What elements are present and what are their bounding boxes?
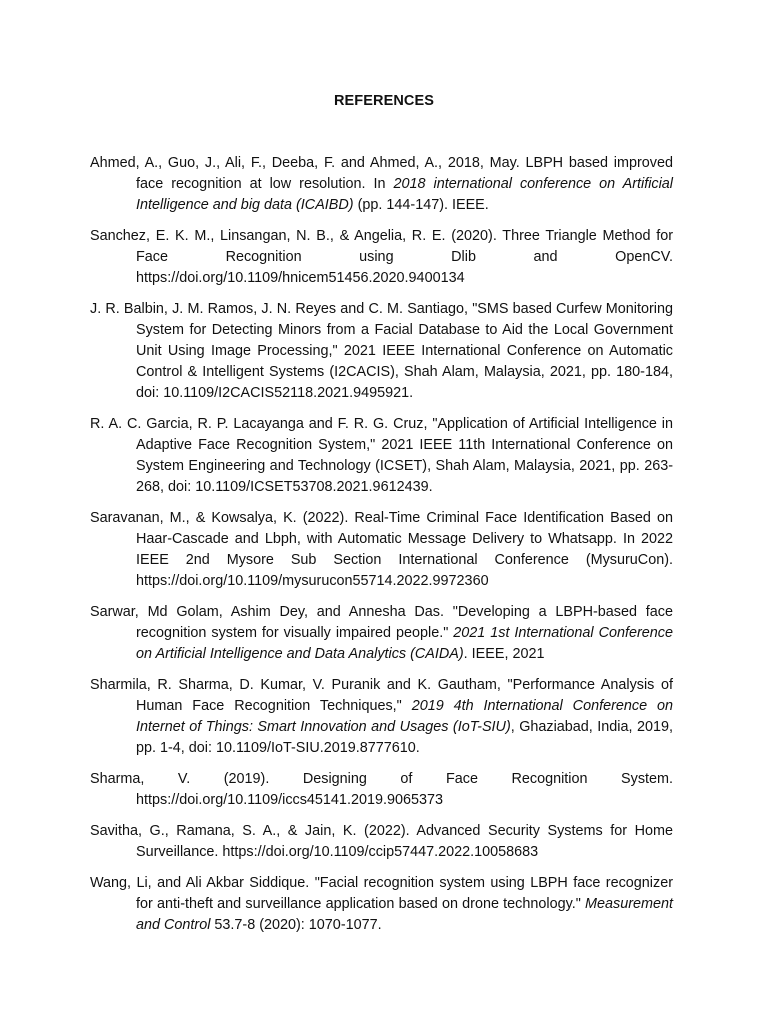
reference-text: J. R. Balbin, J. M. Ramos, J. N. Reyes and C. M. Santiago, "SMS based Curfew Monitoring System for Detecting Minors from a Facial Database to Aid the Local Government Unit Using Image Processing," 2021 IEEE International Conference on Automatic Control & Intelligent Systems (I2CACIS), Shah Alam, Malaysia, 2021, pp. 180-184, doi: 10.1109/I2CACIS52118.2021.9495921. bbox=[90, 301, 673, 401]
reference-text: Wang, Li, and Ali Akbar Siddique. "Facial recognition system using LBPH face recognizer for anti-theft and surveillance application based on drone technology." bbox=[90, 875, 673, 912]
reference-text: R. A. C. Garcia, R. P. Lacayanga and F. R. G. Cruz, "Application of Artificial Intelligence in Adaptive Face Recognition System," 2021 IEEE 11th International Conference on System Engineering and Technology (ICSET), Shah Alam, Malaysia, 2021, pp. 263-268, doi: 10.1109/ICSET53708.2021.9612439. bbox=[90, 416, 673, 495]
reference-text: Ahmed, A., Guo, J., Ali, F., Deeba, F. and Ahmed, A., 2018, May. LBPH based improved face recognition at low resolution. In bbox=[90, 155, 673, 192]
reference-text: Sharma, V. (2019). Designing of Face Recognition System. https://doi.org/10.1109/iccs45141.2019.9065373 bbox=[90, 771, 673, 808]
page-title: REFERENCES bbox=[333, 93, 435, 109]
reference-item bbox=[90, 602, 673, 665]
reference-venue: Measurement and Control bbox=[136, 896, 673, 933]
reference-item bbox=[90, 675, 673, 759]
reference-item bbox=[90, 821, 673, 863]
reference-list bbox=[90, 153, 673, 946]
reference-item bbox=[90, 508, 673, 592]
reference-text-tail: (pp. 144-147). IEEE. bbox=[353, 197, 489, 213]
reference-venue: 2018 international conference on Artificial Intelligence and big data (ICAIBD) bbox=[136, 176, 673, 213]
reference-item bbox=[90, 414, 673, 498]
reference-item bbox=[90, 769, 673, 811]
reference-item bbox=[90, 153, 673, 216]
reference-text-tail: 53.7-8 (2020): 1070-1077. bbox=[210, 917, 382, 933]
reference-item bbox=[90, 873, 673, 936]
reference-text: Sarwar, Md Golam, Ashim Dey, and Annesha Das. "Developing a LBPH-based face recognition system for visually impaired people." bbox=[90, 604, 673, 641]
reference-text: Savitha, G., Ramana, S. A., & Jain, K. (2022). Advanced Security Systems for Home Surveillance. https://doi.org/10.1109/ccip57447.2022.10058683 bbox=[90, 823, 673, 860]
reference-item bbox=[90, 226, 673, 289]
reference-text: Sharmila, R. Sharma, D. Kumar, V. Puranik and K. Gautham, "Performance Analysis of Human Face Recognition Techniques," bbox=[90, 677, 673, 714]
reference-text-tail: , Ghaziabad, India, 2019, pp. 1-4, doi: 10.1109/IoT-SIU.2019.8777610. bbox=[136, 719, 673, 756]
reference-text: Sanchez, E. K. M., Linsangan, N. B., & Angelia, R. E. (2020). Three Triangle Method for Face Recognition using Dlib and OpenCV. https://doi.org/10.1109/hnicem51456.2020.9400134 bbox=[90, 228, 673, 286]
reference-venue: 2019 4th International Conference on Internet of Things: Smart Innovation and Usages (IoT-SIU) bbox=[136, 698, 673, 735]
reference-venue: 2021 1st International Conference on Artificial Intelligence and Data Analytics (CAIDA) bbox=[136, 625, 674, 662]
reference-text: Saravanan, M., & Kowsalya, K. (2022). Real-Time Criminal Face Identification Based on Haar-Cascade and Lbph, with Automatic Message Delivery to Whatsapp. In 2022 IEEE 2nd Mysore Sub Section International Conference (MysuruCon). https://doi.org/10.1109/mysurucon55714.2022.9972360 bbox=[90, 510, 673, 589]
reference-text-tail: . IEEE, 2021 bbox=[463, 646, 545, 662]
reference-item bbox=[90, 299, 673, 404]
